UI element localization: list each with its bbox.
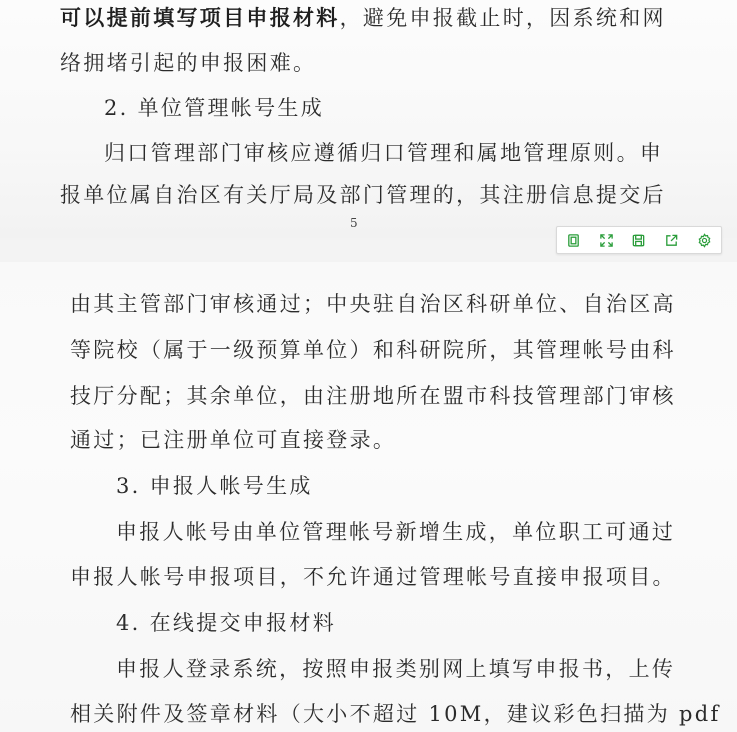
text-line: 由其主管部门审核通过；中央驻自治区科研单位、自治区高 xyxy=(70,292,676,316)
fullscreen-button[interactable] xyxy=(595,229,617,251)
section-heading: 2. 单位管理帐号生成 xyxy=(104,96,325,120)
bold-text: 可以提前填写项目申报材料 xyxy=(60,5,340,30)
text-line: 申报人登录系统，按照申报类别网上填写申报书，上传 xyxy=(116,657,676,681)
page-number: 5 xyxy=(350,216,358,230)
page-view-icon xyxy=(566,233,581,248)
section-heading: 3. 申报人帐号生成 xyxy=(116,474,313,498)
share-icon xyxy=(664,233,679,248)
settings-button[interactable] xyxy=(694,229,716,251)
save-icon xyxy=(631,233,646,248)
text-line: 归口管理部门审核应遵循归口管理和属地管理原则。申 xyxy=(104,141,664,165)
settings-icon xyxy=(697,233,712,248)
save-button[interactable] xyxy=(628,229,650,251)
text-line: 申报人帐号由单位管理帐号新增生成，单位职工可通过 xyxy=(116,520,676,544)
page-view-button[interactable] xyxy=(562,229,584,251)
text-line: 相关附件及签章材料（大小不超过 10M，建议彩色扫描为 pdf xyxy=(70,702,721,726)
text-line: 申报人帐号申报项目，不允许通过管理帐号直接申报项目。 xyxy=(70,565,676,589)
line-text: ，避免申报截止时，因系统和网 xyxy=(339,6,666,30)
share-button[interactable] xyxy=(661,229,683,251)
text-line: 通过；已注册单位可直接登录。 xyxy=(70,428,397,452)
fullscreen-icon xyxy=(599,233,614,248)
text-line: 等院校（属于一级预算单位）和科研院所，其管理帐号由科 xyxy=(70,338,676,362)
text-line: 报单位属自治区有关厅局及部门管理的，其注册信息提交后 xyxy=(60,183,666,207)
text-line: 技厅分配；其余单位，由注册地所在盟市科技管理部门审核 xyxy=(70,384,676,408)
text-line: 络拥堵引起的申报困难。 xyxy=(60,51,317,75)
page-4 xyxy=(0,0,737,238)
text-line xyxy=(60,4,666,32)
page-5 xyxy=(0,262,737,732)
section-heading: 4. 在线提交申报材料 xyxy=(116,611,337,635)
page-toolbar xyxy=(556,226,722,254)
